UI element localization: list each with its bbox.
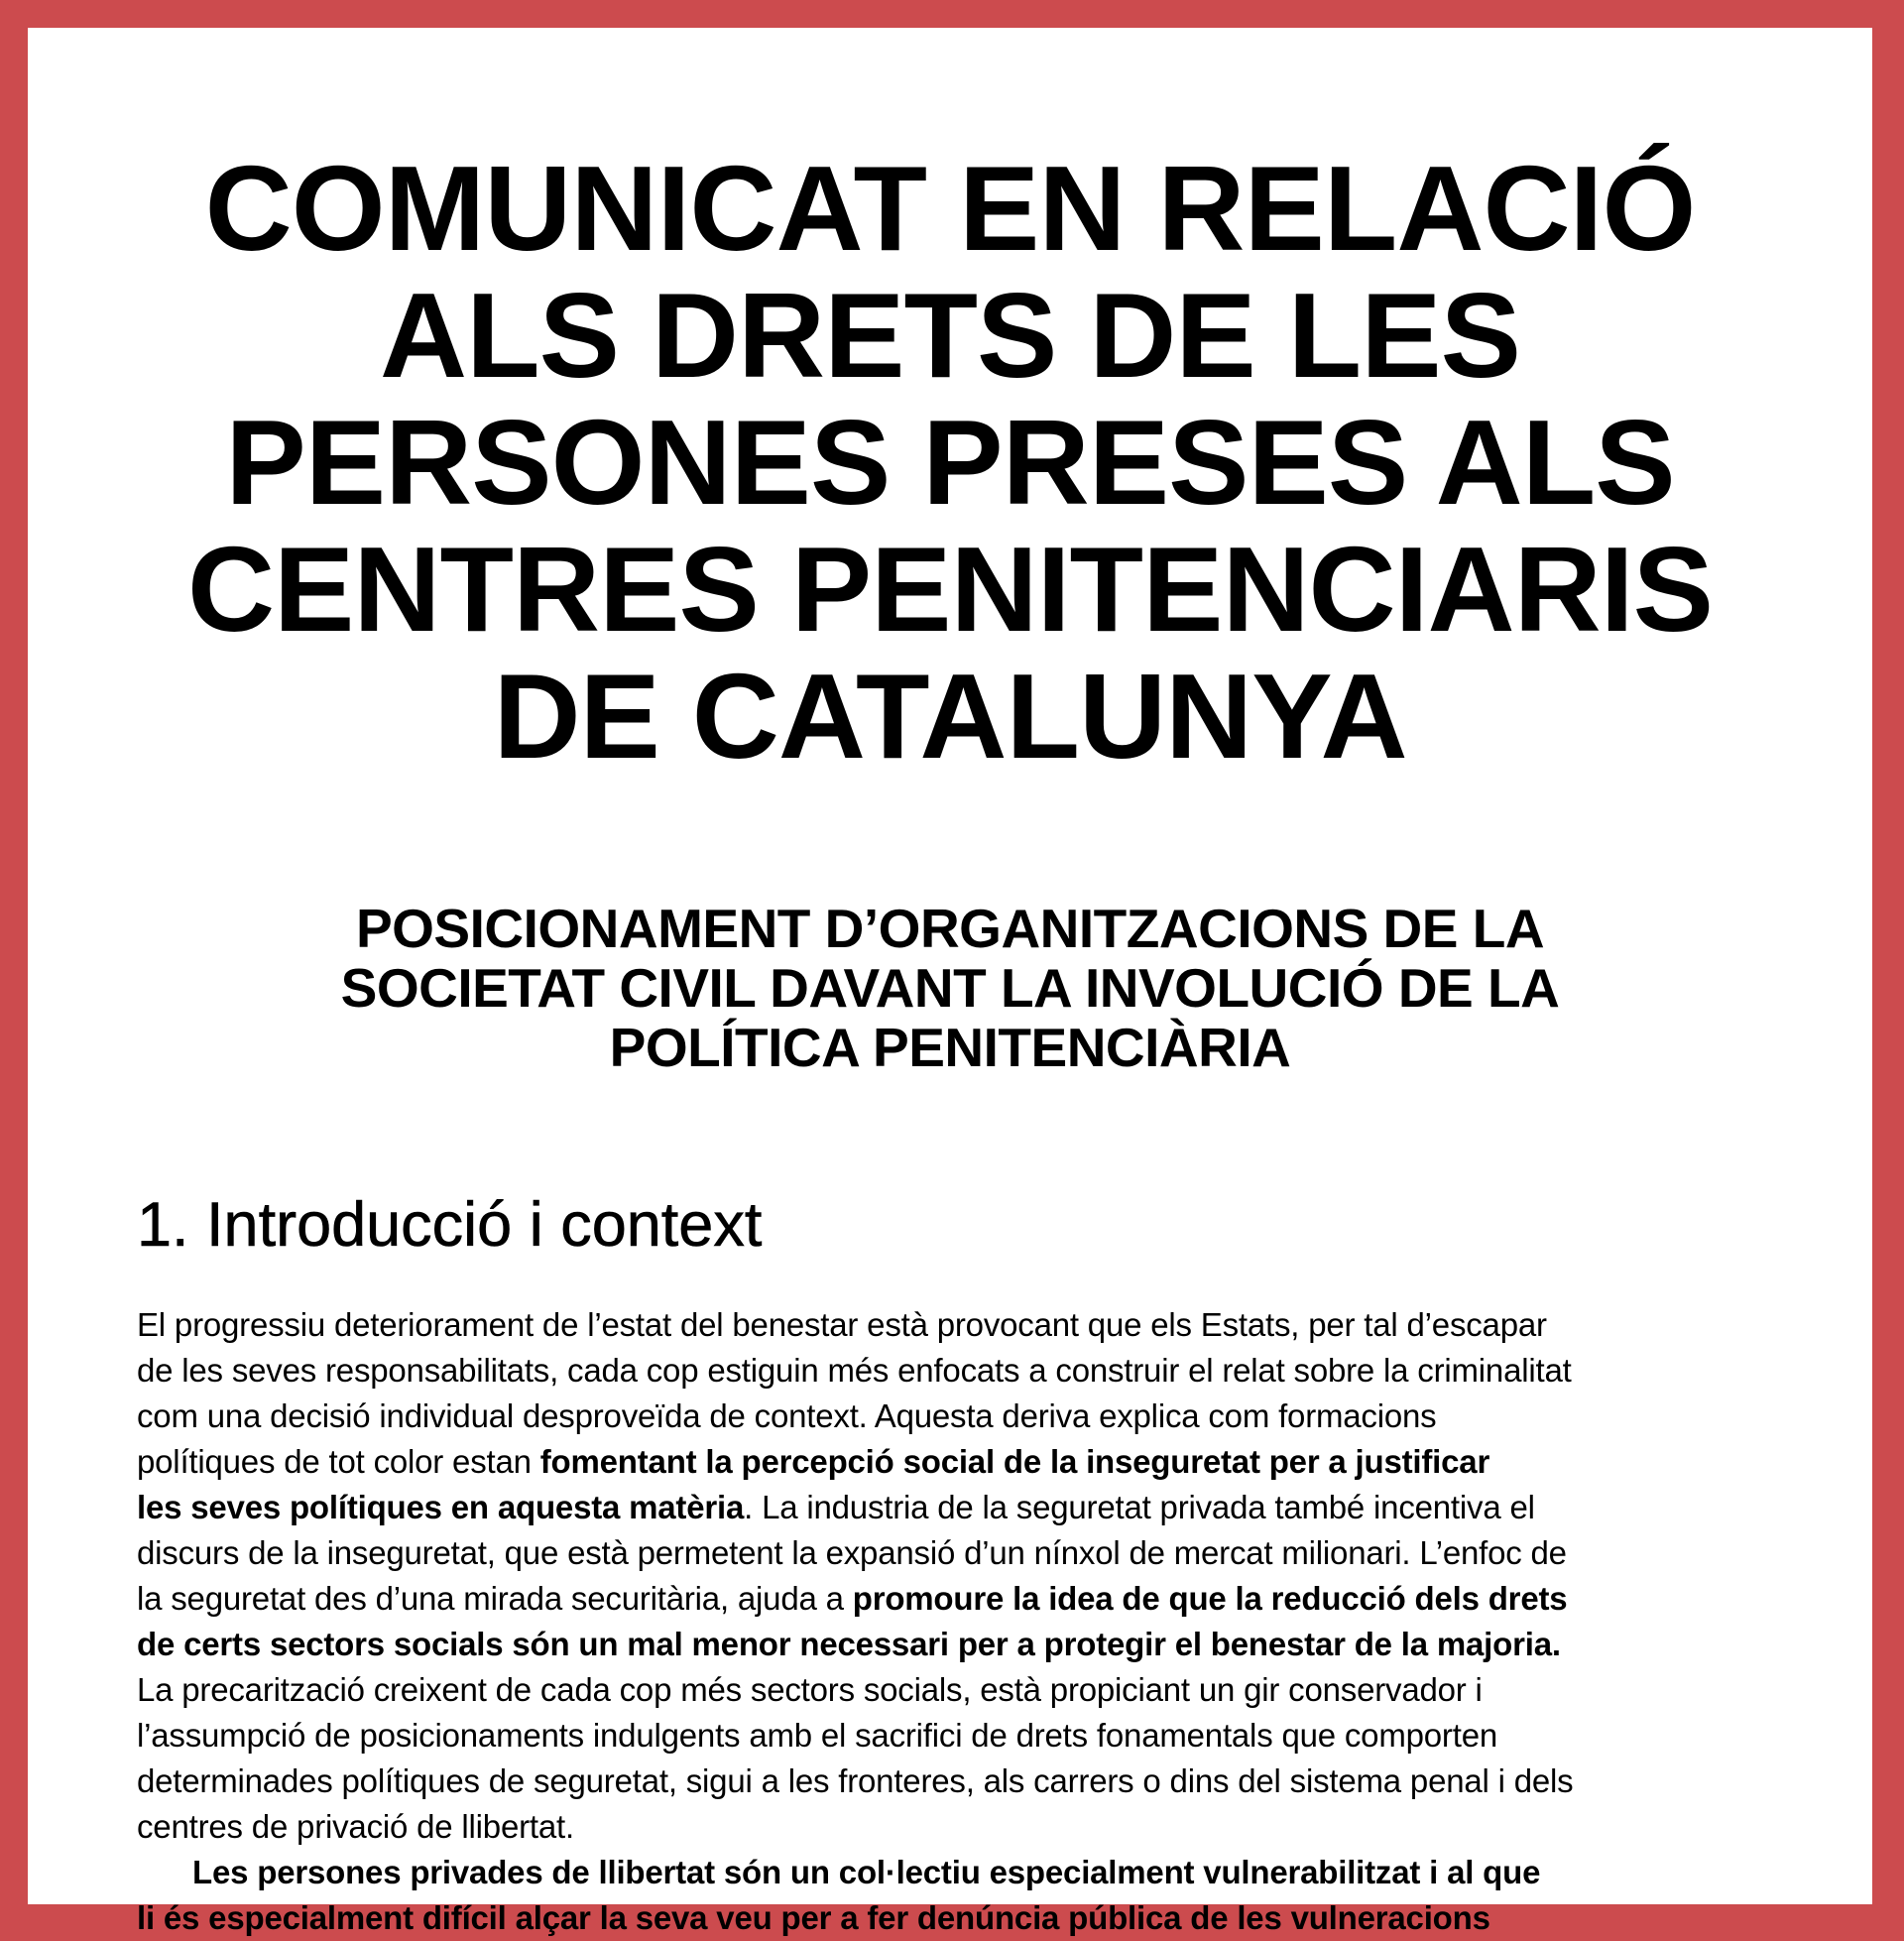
paragraph-line: [137, 1804, 1773, 1850]
paragraph-line: [137, 1895, 1773, 1941]
document-subtitle: [28, 899, 1872, 1077]
emphasized-text: li és especialment difícil alçar la seva veu per a fer denúncia pública de les vulneracions: [137, 1899, 1490, 1936]
paragraph-text: La precarització creixent de cada cop més sectors socials, està propiciant un gir conservador i: [137, 1671, 1483, 1708]
paragraph-line: [137, 1667, 1773, 1713]
paragraph-text: polítiques de tot color estan: [137, 1443, 540, 1480]
paragraph-line: [137, 1850, 1773, 1895]
paragraph-line: [137, 1713, 1773, 1759]
paragraph-line: [137, 1348, 1773, 1394]
paragraph-line: [137, 1394, 1773, 1439]
paragraph-text: determinades polítiques de seguretat, sigui a les fronteres, als carrers o dins del sistema penal i dels: [137, 1762, 1574, 1799]
paragraph-line: [137, 1576, 1773, 1622]
document-page: [28, 28, 1872, 1936]
paragraph-line: [137, 1530, 1773, 1576]
emphasized-text: de certs sectors socials són un mal menor necessari per a protegir el benestar de la majoria.: [137, 1626, 1561, 1662]
emphasized-text: Les persones privades de llibertat són un col·lectiu especialment vulnerabilitzat i al que: [192, 1854, 1541, 1890]
emphasized-text: les seves polítiques en aquesta matèria: [137, 1489, 745, 1525]
paragraph-text: de les seves responsabilitats, cada cop estiguin més enfocats a construir el relat sobre la criminalitat: [137, 1352, 1572, 1389]
paragraph-text: com una decisió individual desproveïda de context. Aquesta deriva explica com formacions: [137, 1397, 1437, 1434]
paragraph-text: El progressiu deteriorament de l’estat del benestar està provocant que els Estats, per tal d’escapar: [137, 1306, 1547, 1343]
intro-paragraph: [137, 1302, 1773, 1941]
title-line: CENTRES PENITENCIARIS: [186, 522, 1714, 657]
paragraph-line: [137, 1622, 1773, 1667]
paragraph-text: l’assumpció de posicionaments indulgents amb el sacrifici de drets fonamentals que comporten: [137, 1717, 1497, 1754]
paragraph-line: [137, 1302, 1773, 1348]
paragraph-text: discurs de la inseguretat, que està permetent la expansió d’un nínxol de mercat milionari. L’enfoc de: [137, 1534, 1567, 1571]
emphasized-text: promoure la idea de que la reducció dels drets: [852, 1580, 1568, 1617]
subtitle-line: POSICIONAMENT D’ORGANITZACIONS DE LA: [355, 898, 1545, 959]
title-line: PERSONES PRESES ALS: [225, 395, 1675, 530]
title-line: DE CATALUNYA: [493, 649, 1407, 784]
paragraph-text: . La industria de la seguretat privada també incentiva el: [744, 1489, 1535, 1525]
paragraph-text: la seguretat des d’una mirada securitària, ajuda a: [137, 1580, 853, 1617]
title-line: COMUNICAT EN RELACIÓ: [204, 141, 1696, 276]
paragraph-line: [137, 1439, 1773, 1485]
paragraph-line: [137, 1759, 1773, 1804]
section-heading: 1. Introducció i context: [137, 1190, 763, 1260]
document-title: [28, 141, 1872, 784]
subtitle-line: POLÍTICA PENITENCIÀRIA: [609, 1017, 1291, 1078]
subtitle-line: SOCIETAT CIVIL DAVANT LA INVOLUCIÓ DE LA: [340, 957, 1560, 1019]
paragraph-line: [137, 1485, 1773, 1530]
paragraph-text: centres de privació de llibertat.: [137, 1808, 574, 1845]
emphasized-text: fomentant la percepció social de la inseguretat per a justificar: [539, 1443, 1490, 1480]
title-line: ALS DRETS DE LES: [380, 268, 1520, 403]
